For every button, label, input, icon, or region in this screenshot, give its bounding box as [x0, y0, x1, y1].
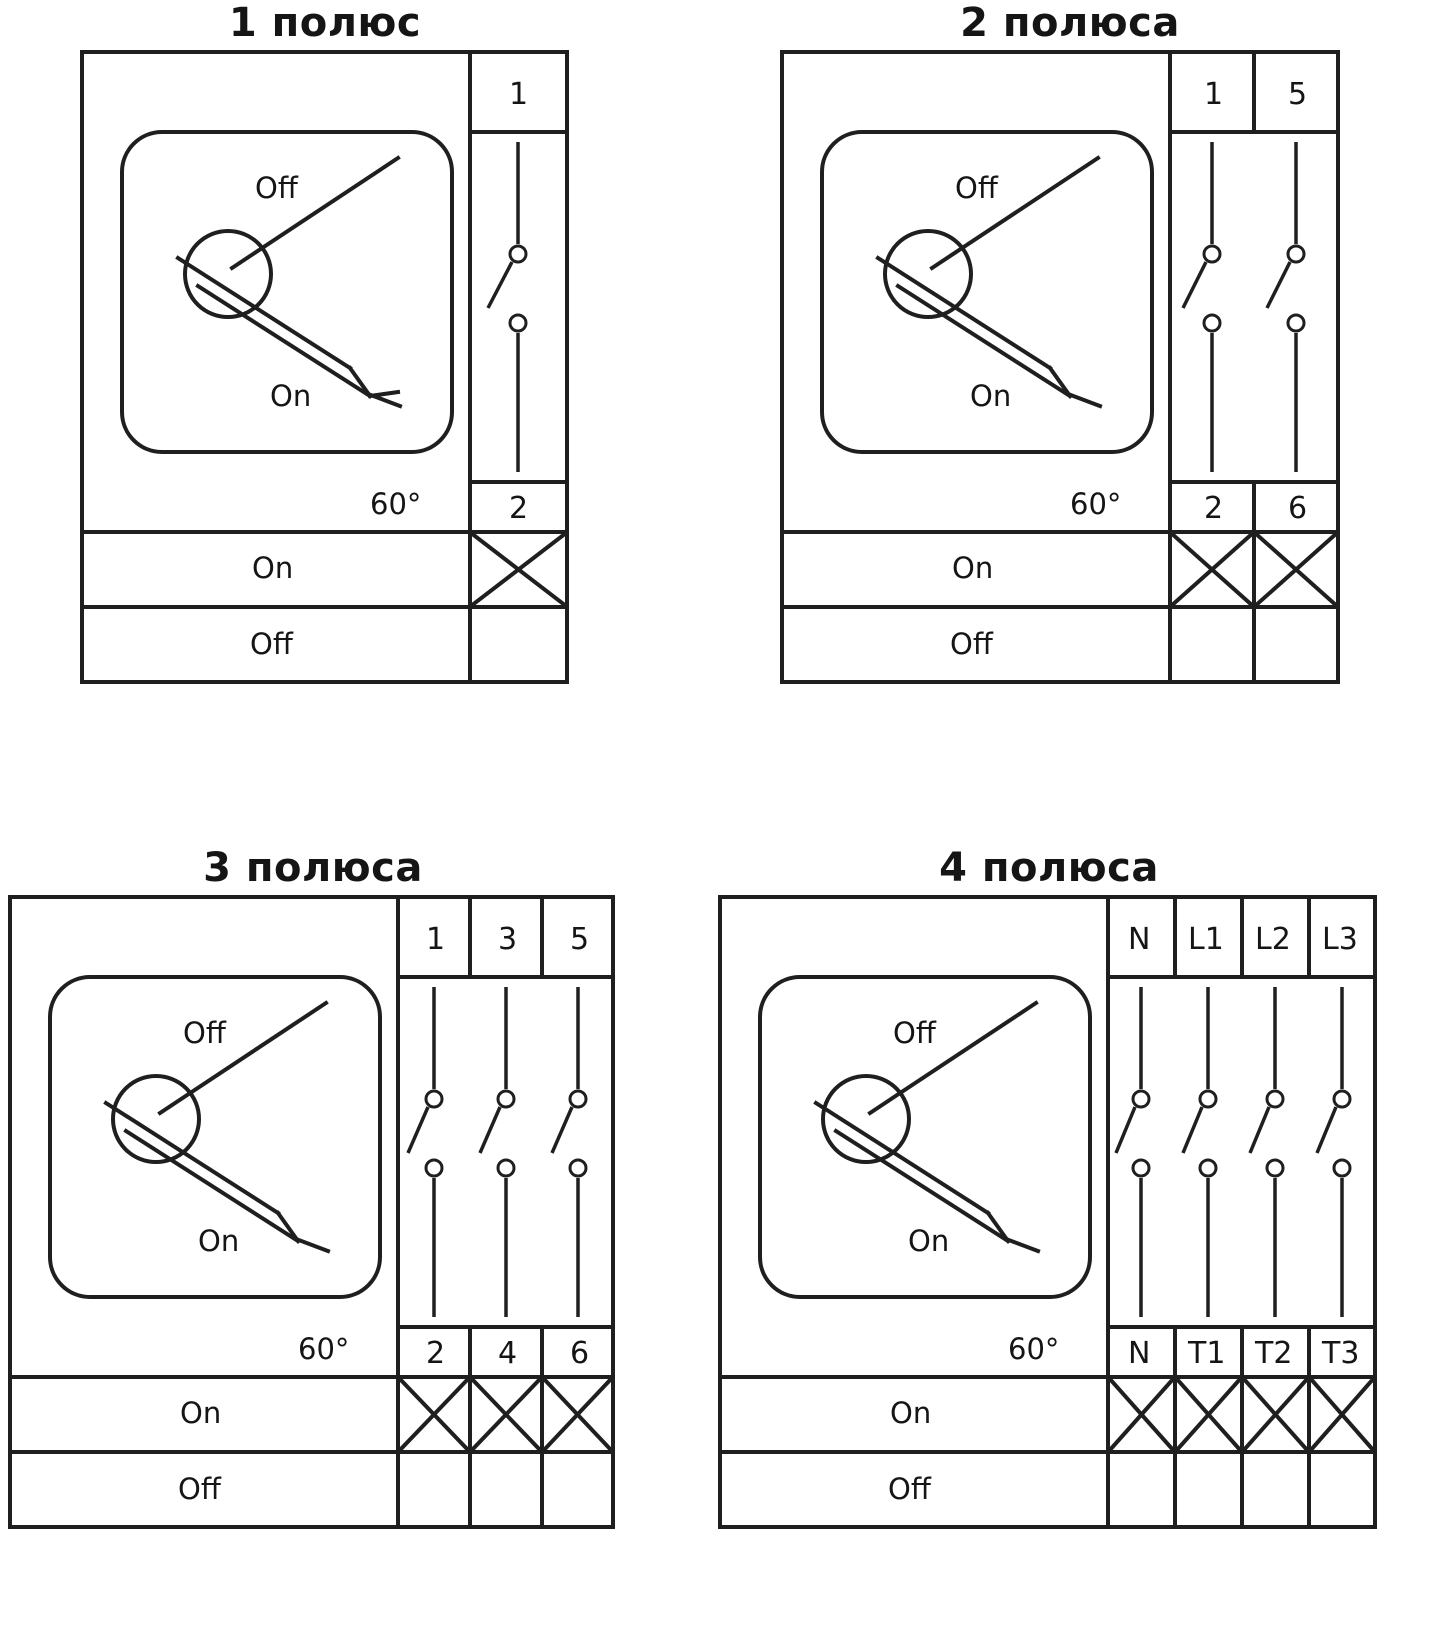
contact-mark-on-2 — [471, 1378, 541, 1451]
top-terminal-2: 5 — [1288, 77, 1308, 112]
top-terminal-1: N — [1128, 922, 1151, 957]
contact-mark-on-2 — [1176, 1378, 1241, 1451]
contact-mark-on-1 — [1109, 1378, 1174, 1451]
panel-4-pole — [718, 845, 1380, 1551]
top-terminal-4: L3 — [1322, 922, 1358, 957]
knob-off-label: Off — [183, 1016, 226, 1050]
bottom-terminal-1: N — [1128, 1336, 1151, 1371]
table-row-label-on: On — [952, 551, 994, 585]
bottom-terminal-3: 6 — [570, 1336, 590, 1371]
bottom-terminal-3: T2 — [1255, 1336, 1293, 1371]
contact-symbol-2 — [1183, 987, 1216, 1317]
top-terminal-1: 1 — [509, 77, 529, 112]
panel-1-pole — [80, 0, 570, 706]
bottom-terminal-1: 2 — [509, 491, 529, 526]
knob-off-label: Off — [893, 1016, 936, 1050]
schematic-3-pole — [8, 891, 618, 1551]
top-terminal-2: L1 — [1188, 922, 1224, 957]
contact-symbol-3 — [552, 987, 586, 1317]
panel-title-4-pole: 4 полюса — [939, 845, 1159, 891]
bottom-terminal-2: 4 — [498, 1336, 518, 1371]
bottom-terminal-2: 6 — [1288, 491, 1308, 526]
table-row-label-off: Off — [950, 627, 993, 661]
table-row-label-off: Off — [178, 1472, 221, 1506]
knob-on-label: On — [970, 379, 1012, 413]
knob-off-label: Off — [955, 171, 998, 205]
knob-on-label: On — [270, 379, 312, 413]
top-terminal-1: 1 — [1204, 77, 1224, 112]
angle-label: 60° — [1008, 1332, 1060, 1366]
bottom-terminal-1: 2 — [1204, 491, 1224, 526]
panel-2-pole — [780, 0, 1360, 706]
contact-mark-on-4 — [1310, 1378, 1374, 1451]
contact-symbol-3 — [1250, 987, 1283, 1317]
schematic-2-pole — [780, 46, 1360, 706]
table-row-label-on: On — [180, 1396, 222, 1430]
contact-mark-on-3 — [1243, 1378, 1308, 1451]
panel-3-pole — [8, 845, 618, 1551]
contact-mark-on-1 — [1171, 533, 1253, 606]
contact-symbol-2 — [480, 987, 514, 1317]
table-row-label-off: Off — [250, 627, 293, 661]
angle-label: 60° — [1070, 487, 1122, 521]
table-row-label-on: On — [890, 1396, 932, 1430]
table-row-label-on: On — [252, 551, 294, 585]
panel-title-3-pole: 3 полюса — [203, 845, 423, 891]
panel-title-2-pole: 2 полюса — [960, 0, 1180, 46]
contact-symbol-1 — [408, 987, 442, 1317]
contact-mark-on-2 — [1255, 533, 1337, 606]
bottom-terminal-1: 2 — [426, 1336, 446, 1371]
top-terminal-3: L2 — [1255, 922, 1291, 957]
knob-on-label: On — [908, 1224, 950, 1258]
knob-off-label: Off — [255, 171, 298, 205]
table-row-label-off: Off — [888, 1472, 931, 1506]
bottom-terminal-4: T3 — [1322, 1336, 1360, 1371]
contact-symbol-4 — [1317, 987, 1350, 1317]
angle-label: 60° — [370, 487, 422, 521]
angle-label: 60° — [298, 1332, 350, 1366]
panel-title-1-pole: 1 полюс — [228, 0, 422, 46]
schematic-4-pole — [718, 891, 1380, 1551]
top-terminal-2: 3 — [498, 922, 518, 957]
contact-mark-on-3 — [543, 1378, 612, 1451]
knob-on-label: On — [198, 1224, 240, 1258]
top-terminal-1: 1 — [426, 922, 446, 957]
schematic-1-pole — [80, 46, 570, 706]
contact-symbol-1 — [1116, 987, 1149, 1317]
contact-mark-on-1 — [471, 533, 566, 606]
contact-mark-on-1 — [399, 1378, 469, 1451]
bottom-terminal-2: T1 — [1188, 1336, 1226, 1371]
top-terminal-3: 5 — [570, 922, 590, 957]
